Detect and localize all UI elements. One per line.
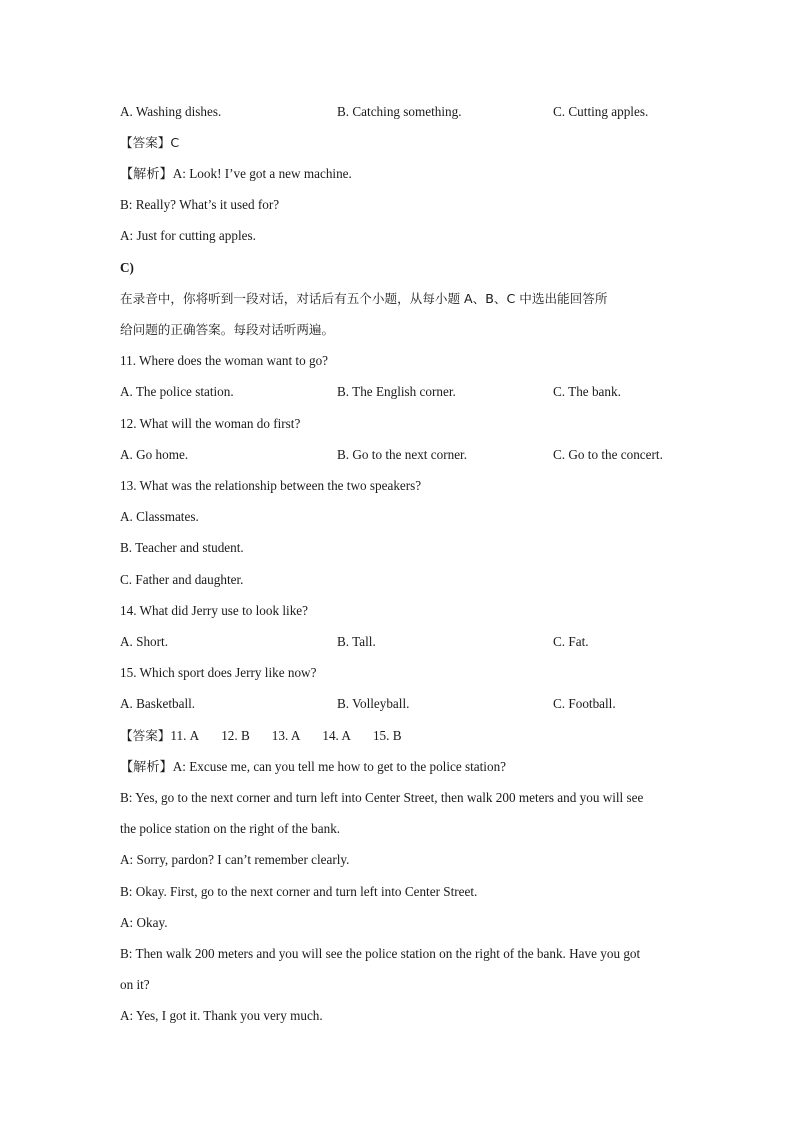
q13-option-b: B. Teacher and student. <box>120 540 244 555</box>
q12-option-b: B. Go to the next corner. <box>337 447 468 462</box>
dialogue-line-3: the police station on the right of the bank. <box>120 821 341 836</box>
dialogue-line-1: 【解析】A: Excuse me, can you tell me how to get to the police station? <box>120 759 507 774</box>
dialogue-line-2: B: Yes, go to the next corner and turn left into Center Street, then walk 200 meters and you will see <box>120 790 644 805</box>
q13-option-c: C. Father and daughter. <box>120 572 244 587</box>
dialogue-line-9: A: Yes, I got it. Thank you very much. <box>120 1008 323 1023</box>
q14-option-a: A. Short. <box>120 634 168 649</box>
answer-15: 15. B <box>372 728 402 743</box>
prev-analysis-line-1: 【解析】A: Look! I’ve got a new machine. <box>120 166 352 181</box>
q14-option-c: C. Fat. <box>553 634 589 649</box>
section-instructions-line-1: 在录音中，你将听到一段对话，对话后有五个小题，从每小题 A、B、C 中选出能回答所 <box>120 291 608 306</box>
question-15: 15. Which sport does Jerry like now? <box>120 665 317 680</box>
prev-analysis-line-3: A: Just for cutting apples. <box>120 228 256 243</box>
dialogue-line-8: on it? <box>120 977 150 992</box>
q15-option-a: A. Basketball. <box>120 696 196 711</box>
prev-analysis-line-2: B: Really? What’s it used for? <box>120 197 280 212</box>
q13-option-a: A. Classmates. <box>120 509 199 524</box>
question-11: 11. Where does the woman want to go? <box>120 353 329 368</box>
dialogue-line-5: B: Okay. First, go to the next corner and turn left into Center Street. <box>120 884 478 899</box>
dialogue-line-7: B: Then walk 200 meters and you will see the police station on the right of the bank. Have you got <box>120 946 641 961</box>
question-12: 12. What will the woman do first? <box>120 416 301 431</box>
q12-option-a: A. Go home. <box>120 447 189 462</box>
section-title: C) <box>120 260 134 275</box>
answer-14: 14. A <box>322 728 351 743</box>
question-13: 13. What was the relationship between the two speakers? <box>120 478 422 493</box>
answer-13: 13. A <box>271 728 301 743</box>
q12-option-c: C. Go to the concert. <box>553 447 663 462</box>
prev-option-c: C. Cutting apples. <box>553 104 649 119</box>
q15-option-b: B. Volleyball. <box>337 696 410 711</box>
q11-option-c: C. The bank. <box>553 384 621 399</box>
q15-option-c: C. Football. <box>553 696 616 711</box>
q14-option-b: B. Tall. <box>337 634 376 649</box>
dialogue-line-4: A: Sorry, pardon? I can’t remember clearly. <box>120 852 350 867</box>
prev-option-a: A. Washing dishes. <box>120 104 222 119</box>
dialogue-line-6: A: Okay. <box>120 915 168 930</box>
answers-row <box>120 728 402 744</box>
answer-12: 12. B <box>221 728 250 743</box>
question-14: 14. What did Jerry use to look like? <box>120 603 309 618</box>
answer-11: 11. A <box>170 728 200 743</box>
answers-label: 【答案】 <box>120 728 171 743</box>
section-instructions-line-2: 给问题的正确答案。每段对话听两遍。 <box>120 322 335 337</box>
prev-option-b: B. Catching something. <box>337 104 462 119</box>
prev-answer: 【答案】C <box>120 135 180 150</box>
q11-option-a: A. The police station. <box>120 384 234 399</box>
q11-option-b: B. The English corner. <box>337 384 456 399</box>
